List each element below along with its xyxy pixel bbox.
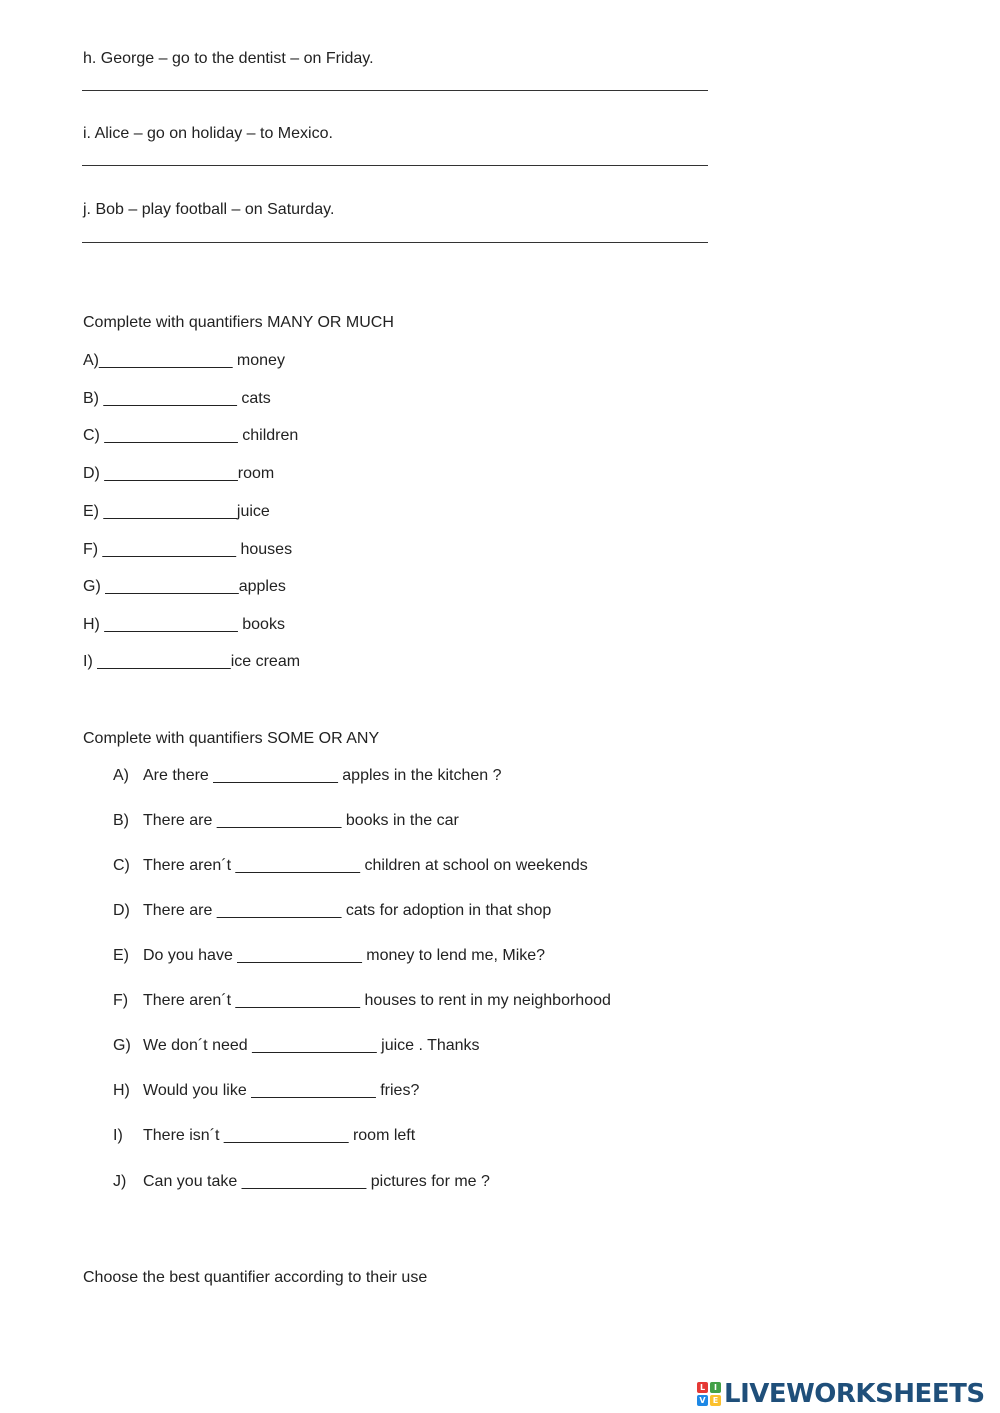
liveworksheets-wordmark: LIVEWORKSHEETS	[724, 1379, 985, 1409]
choose-heading: Choose the best quantifier according to their use	[83, 1269, 428, 1286]
some-any-item[interactable]: There are ______________ cats for adoption in that shop	[143, 902, 552, 919]
some-any-item[interactable]: Do you have ______________ money to lend me, Mike?	[143, 947, 546, 964]
answer-line-j[interactable]	[82, 242, 708, 243]
some-any-heading: Complete with quantifiers SOME OR ANY	[83, 730, 380, 747]
many-much-item[interactable]: E) _______________juice	[83, 503, 270, 520]
answer-line-h[interactable]	[82, 90, 708, 91]
some-any-letter: F)	[113, 992, 129, 1009]
some-any-item[interactable]: Would you like ______________ fries?	[143, 1082, 420, 1099]
some-any-letter: G)	[113, 1037, 131, 1054]
many-much-item[interactable]: A)_______________ money	[83, 352, 285, 369]
some-any-letter: D)	[113, 902, 130, 919]
some-any-letter: H)	[113, 1082, 130, 1099]
many-much-heading: Complete with quantifiers MANY OR MUCH	[83, 314, 394, 331]
many-much-item[interactable]: H) _______________ books	[83, 616, 285, 633]
many-much-item[interactable]: I) _______________ice cream	[83, 653, 301, 670]
sentence-item-j: j. Bob – play football – on Saturday.	[83, 201, 335, 218]
some-any-item[interactable]: Are there ______________ apples in the kitchen ?	[143, 767, 502, 784]
some-any-item[interactable]: There isn´t ______________ room left	[143, 1127, 416, 1144]
some-any-item[interactable]: Can you take ______________ pictures for me ?	[143, 1173, 490, 1190]
answer-line-i[interactable]	[82, 165, 708, 166]
some-any-letter: I)	[113, 1127, 123, 1144]
many-much-item[interactable]: C) _______________ children	[83, 427, 299, 444]
logo-letter-tile: V	[697, 1395, 708, 1406]
some-any-letter: E)	[113, 947, 129, 964]
many-much-item[interactable]: G) _______________apples	[83, 578, 286, 595]
logo-letter-tile: L	[697, 1382, 708, 1393]
some-any-item[interactable]: There aren´t ______________ children at school on weekends	[143, 857, 588, 874]
many-much-item[interactable]: B) _______________ cats	[83, 390, 271, 407]
some-any-item[interactable]: There are ______________ books in the car	[143, 812, 459, 829]
many-much-item[interactable]: F) _______________ houses	[83, 541, 293, 558]
some-any-item[interactable]: We don´t need ______________ juice . Thanks	[143, 1037, 480, 1054]
sentence-item-i: i. Alice – go on holiday – to Mexico.	[83, 125, 333, 142]
liveworksheets-icon	[697, 1382, 721, 1406]
liveworksheets-logo	[697, 1378, 985, 1410]
some-any-letter: A)	[113, 767, 129, 784]
some-any-item[interactable]: There aren´t ______________ houses to rent in my neighborhood	[143, 992, 611, 1009]
logo-letter-tile: I	[710, 1382, 721, 1393]
sentence-item-h: h. George – go to the dentist – on Friday.	[83, 50, 374, 67]
many-much-item[interactable]: D) _______________room	[83, 465, 275, 482]
some-any-letter: B)	[113, 812, 129, 829]
some-any-letter: J)	[113, 1173, 127, 1190]
logo-letter-tile: E	[710, 1395, 721, 1406]
some-any-letter: C)	[113, 857, 130, 874]
